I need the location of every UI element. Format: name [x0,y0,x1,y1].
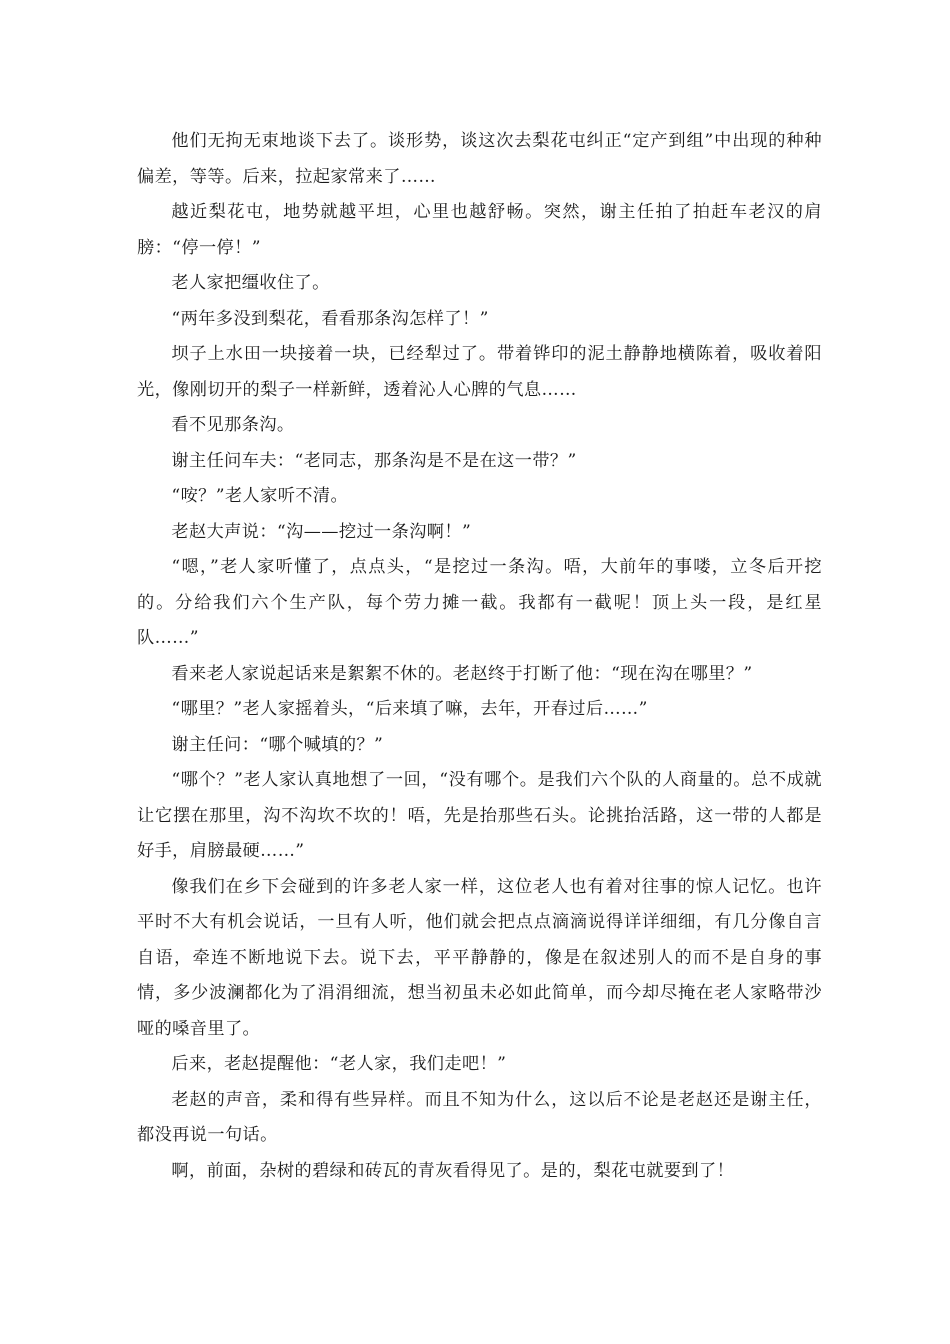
paragraph: 像我们在乡下会碰到的许多老人家一样，这位老人也有着对往事的惊人记忆。也许平时不大有机会说话，一旦有人听，他们就会把点点滴滴说得详详细细，有几分像自言自语，牵连不断地说下去。说下去，平平静静的，像是在叙述别人的而不是自身的事情，多少波澜都化为了涓涓细流，想当初虽未必如此简单，而今却尽掩在老人家略带沙哑的嗓音里了。 [137,876,822,1039]
paragraph: 看来老人家说起话来是絮絮不休的。老赵终于打断了他：“现在沟在哪里？” [171,663,753,684]
paragraph: “两年多没到梨花，看看那条沟怎样了！” [171,308,489,329]
document-body [137,124,822,1189]
paragraph: “哪里？”老人家摇着头，“后来填了嘛，去年，开春过后……” [171,699,648,719]
paragraph: “嗯，”老人家听懂了，点点头，“是挖过一条沟。唔，大前年的事喽，立冬后开挖的。分给我们六个生产队，每个劳力摊一截。我都有一截呢！顶上头一段，是红星队……” [137,557,822,648]
paragraph: 他们无拘无束地谈下去了。谈形势，谈这次去梨花屯纠正“定产到组”中出现的种种偏差，等等。后来，拉起家常来了…… [137,131,822,187]
paragraph: 啊，前面，杂树的碧绿和砖瓦的青灰看得见了。是的，梨花屯就要到了！ [171,1160,735,1181]
paragraph: 老赵大声说：“沟——挖过一条沟啊！” [171,521,472,542]
paragraph: 看不见那条沟。 [171,415,295,435]
paragraph: 谢主任问车夫：“老同志，那条沟是不是在这一带？” [171,450,577,471]
paragraph: 老人家把缰收住了。 [171,273,330,293]
paragraph: 后来，老赵提醒他：“老人家，我们走吧！” [171,1054,507,1074]
paragraph: 坝子上水田一块接着一块，已经犁过了。带着铧印的泥土静静地横陈着，吸收着阳光，像刚切开的梨子一样新鲜，透着沁人心脾的气息…… [137,344,822,400]
paragraph: 谢主任问：“哪个喊填的？” [171,734,384,755]
paragraph: 老赵的声音，柔和得有些异样。而且不知为什么，这以后不论是老赵还是谢主任，都没再说一句话。 [137,1089,822,1145]
paragraph: “哪个？”老人家认真地想了一回，“没有哪个。是我们六个队的人商量的。总不成就让它摆在那里，沟不沟坎不坎的！唔，先是抬那些石头。论挑抬活路，这一带的人都是好手，肩膀最硬……” [137,770,822,861]
paragraph: “咹？”老人家听不清。 [171,486,349,506]
paragraph: 越近梨花屯，地势就越平坦，心里也越舒畅。突然，谢主任拍了拍赶车老汉的肩膀：“停一停！” [137,202,822,258]
